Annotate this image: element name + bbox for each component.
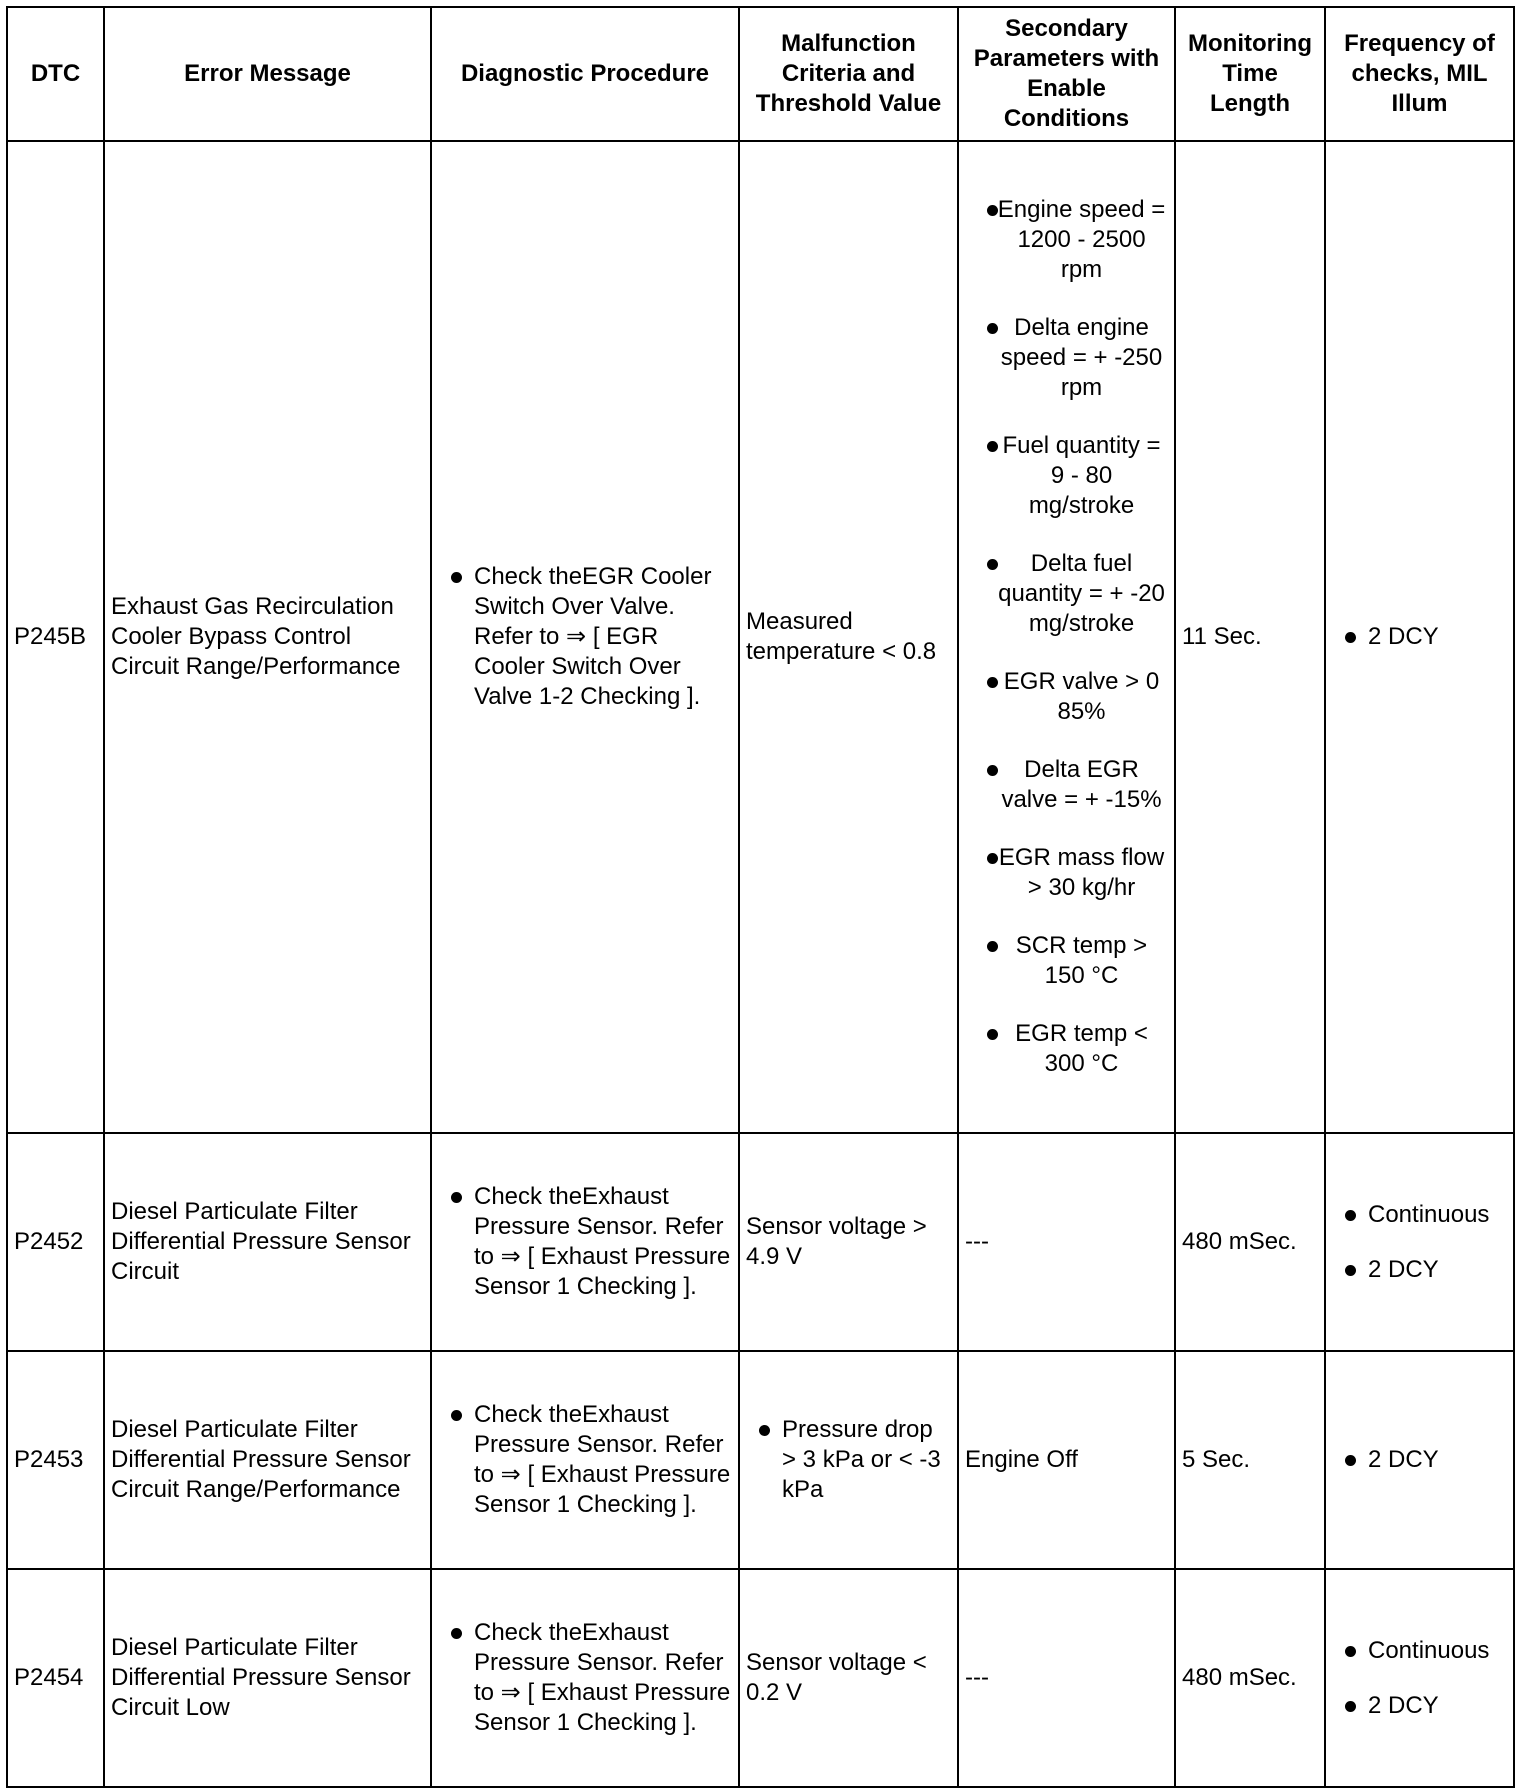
diagnostic-procedure: [431, 1351, 739, 1569]
procedure-item: Check theEGR Cooler Switch Over Valve. Refer to ⇒ [ EGR Cooler Switch Over Valve 1-2 Checking ].: [438, 562, 732, 712]
parameter-item: Delta fuel quantity = + -20 mg/stroke: [965, 549, 1168, 639]
frequency: [1325, 1133, 1514, 1351]
header-dtc: DTC: [7, 7, 104, 141]
header-monitoring-time: Monitoring Time Length: [1175, 7, 1325, 141]
dtc-code: P245B: [7, 141, 104, 1133]
table-row: [7, 1133, 1514, 1351]
error-message: Diesel Particulate Filter Differential Pressure Sensor Circuit: [104, 1133, 431, 1351]
malfunction-criteria: [739, 1351, 958, 1569]
frequency-item: Continuous: [1332, 1200, 1507, 1230]
parameter-item: Delta engine speed = + -250 rpm: [965, 313, 1168, 403]
parameter-item: Fuel quantity = 9 - 80 mg/stroke: [965, 431, 1168, 521]
criteria-item: Pressure drop > 3 kPa or < -3 kPa: [746, 1415, 951, 1505]
frequency: [1325, 1569, 1514, 1787]
monitoring-time: 5 Sec.: [1175, 1351, 1325, 1569]
frequency: [1325, 1351, 1514, 1569]
header-malfunction-criteria: Malfunction Criteria and Threshold Value: [739, 7, 958, 141]
malfunction-criteria: Sensor voltage < 0.2 V: [739, 1569, 958, 1787]
dtc-code: P2452: [7, 1133, 104, 1351]
header-secondary-parameters: Secondary Parameters with Enable Conditions: [958, 7, 1175, 141]
diagnostic-procedure: [431, 1569, 739, 1787]
error-message: Exhaust Gas Recirculation Cooler Bypass Control Circuit Range/Performance: [104, 141, 431, 1133]
table-row: [7, 141, 1514, 1133]
frequency-item: 2 DCY: [1332, 622, 1507, 652]
monitoring-time: 11 Sec.: [1175, 141, 1325, 1133]
frequency: [1325, 141, 1514, 1133]
diagnostic-procedure: [431, 141, 739, 1133]
frequency-item: 2 DCY: [1332, 1255, 1507, 1285]
table-row: [7, 1351, 1514, 1569]
frequency-item: 2 DCY: [1332, 1445, 1507, 1475]
dtc-code: P2454: [7, 1569, 104, 1787]
procedure-item: Check theExhaust Pressure Sensor. Refer to ⇒ [ Exhaust Pressure Sensor 1 Checking ].: [438, 1400, 732, 1520]
procedure-item: Check theExhaust Pressure Sensor. Refer to ⇒ [ Exhaust Pressure Sensor 1 Checking ].: [438, 1182, 732, 1302]
parameter-item: SCR temp > 150 °C: [965, 931, 1168, 991]
malfunction-criteria: Measured temperature < 0.8: [739, 141, 958, 1133]
parameter-item: Delta EGR valve = + -15%: [965, 755, 1168, 815]
error-message: Diesel Particulate Filter Differential Pressure Sensor Circuit Range/Performance: [104, 1351, 431, 1569]
parameter-item: EGR valve > 0 85%: [965, 667, 1168, 727]
secondary-parameters: [958, 141, 1175, 1133]
table-header-row: [7, 7, 1514, 141]
secondary-parameters: ---: [958, 1133, 1175, 1351]
frequency-item: Continuous: [1332, 1636, 1507, 1666]
header-diagnostic-procedure: Diagnostic Procedure: [431, 7, 739, 141]
dtc-table: [6, 6, 1515, 1788]
secondary-parameters: ---: [958, 1569, 1175, 1787]
dtc-code: P2453: [7, 1351, 104, 1569]
procedure-item: Check theExhaust Pressure Sensor. Refer to ⇒ [ Exhaust Pressure Sensor 1 Checking ].: [438, 1618, 732, 1738]
monitoring-time: 480 mSec.: [1175, 1133, 1325, 1351]
secondary-parameters: Engine Off: [958, 1351, 1175, 1569]
header-error-message: Error Message: [104, 7, 431, 141]
parameter-item: EGR mass flow > 30 kg/hr: [965, 843, 1168, 903]
table-row: [7, 1569, 1514, 1787]
error-message: Diesel Particulate Filter Differential Pressure Sensor Circuit Low: [104, 1569, 431, 1787]
frequency-item: 2 DCY: [1332, 1691, 1507, 1721]
monitoring-time: 480 mSec.: [1175, 1569, 1325, 1787]
malfunction-criteria: Sensor voltage > 4.9 V: [739, 1133, 958, 1351]
diagnostic-procedure: [431, 1133, 739, 1351]
parameter-item: EGR temp < 300 °C: [965, 1019, 1168, 1079]
parameter-item: Engine speed = 1200 - 2500 rpm: [965, 195, 1168, 285]
header-frequency: Frequency of checks, MIL Illum: [1325, 7, 1514, 141]
